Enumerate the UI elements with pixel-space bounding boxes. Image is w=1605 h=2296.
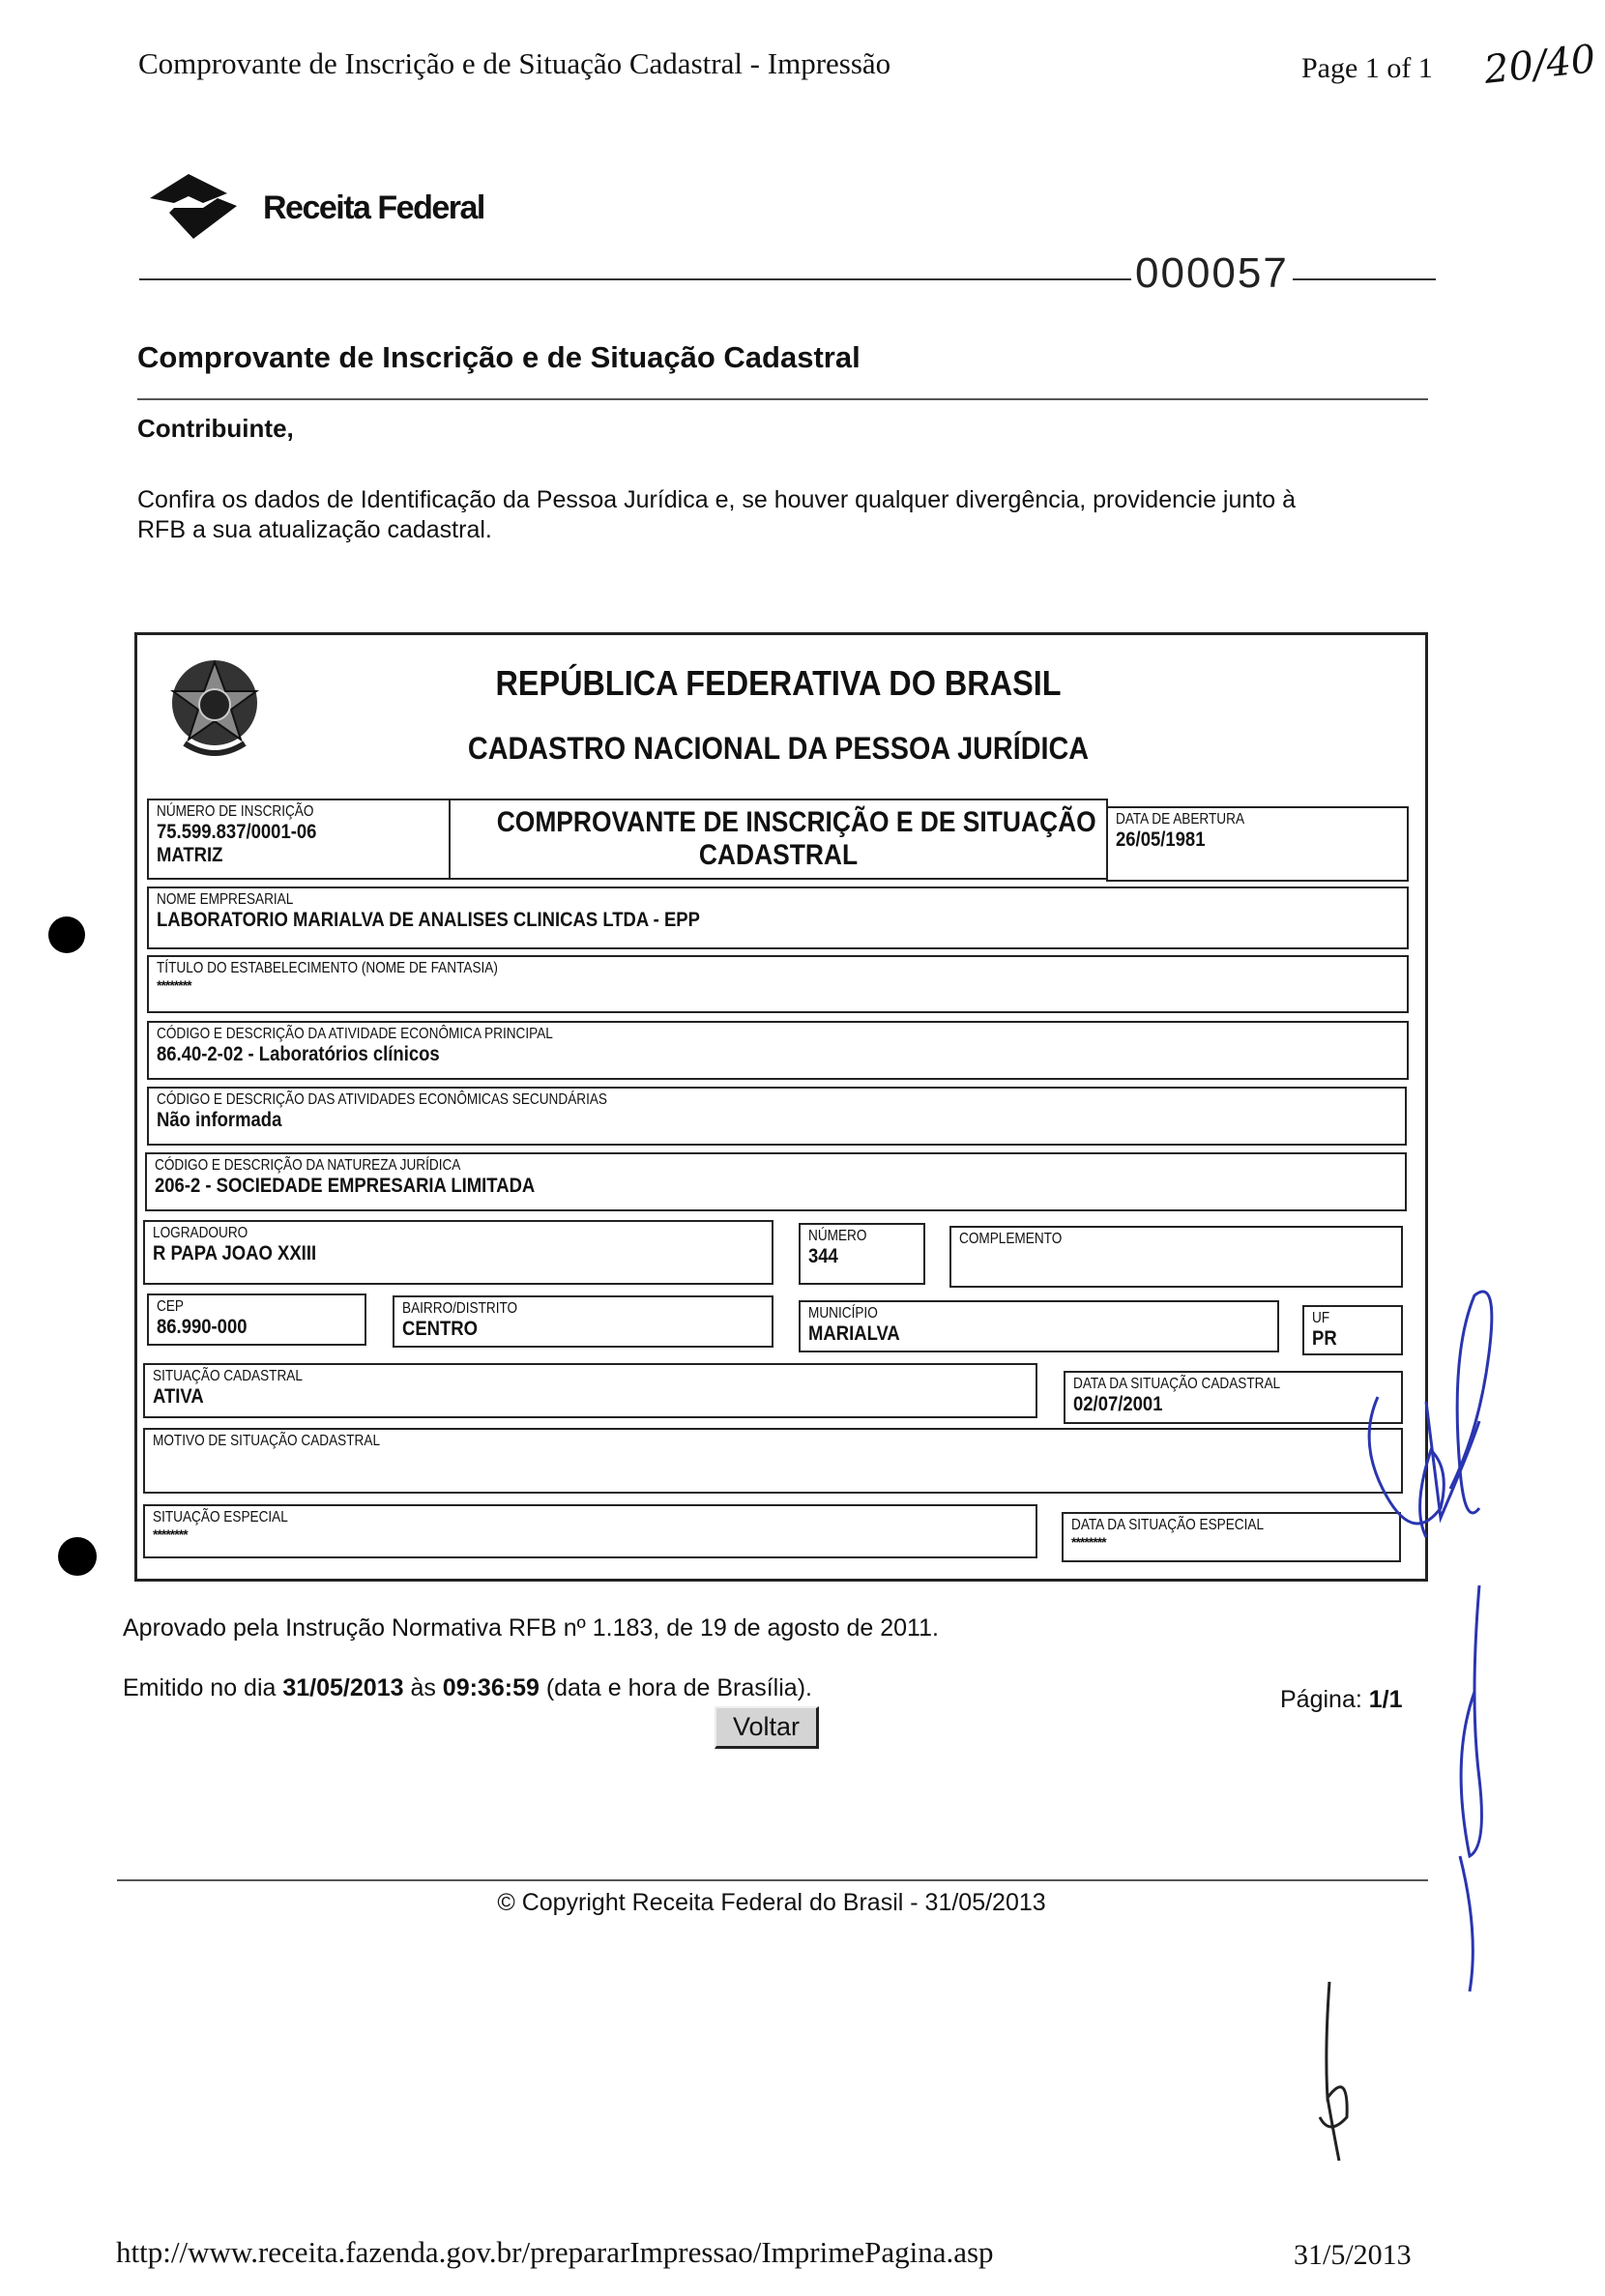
handwritten-page-count: 20/40 — [1481, 37, 1598, 93]
field-label: MOTIVO DE SITUAÇÃO CADASTRAL — [153, 1433, 381, 1449]
field-logradouro — [143, 1220, 773, 1285]
field-label: UF — [1312, 1310, 1330, 1326]
field-value: 75.599.837/0001-06 — [157, 821, 317, 843]
field-label: DATA DA SITUAÇÃO ESPECIAL — [1071, 1517, 1265, 1533]
issued-date: 31/05/2013 — [282, 1674, 404, 1701]
page-heading: Comprovante de Inscrição e de Situação Cadastral — [137, 340, 861, 374]
field-value: ATIVA — [153, 1385, 204, 1408]
field-value: 26/05/1981 — [1116, 828, 1206, 851]
field-label: SITUAÇÃO ESPECIAL — [153, 1509, 288, 1526]
receita-logo-icon — [145, 169, 261, 247]
field-label: MUNICÍPIO — [808, 1305, 878, 1322]
print-page-number: Page 1 of 1 — [1301, 52, 1433, 84]
field-value-extra: MATRIZ — [157, 844, 223, 866]
field-value: 86.990-000 — [157, 1316, 248, 1338]
issued-suffix: (data e hora de Brasília). — [539, 1674, 812, 1701]
field-value: CENTRO — [402, 1318, 479, 1340]
field-motivo-situacao — [143, 1428, 1403, 1494]
field-label: BAIRRO/DISTRITO — [402, 1300, 518, 1317]
field-value: 206-2 - SOCIEDADE EMPRESARIA LIMITADA — [155, 1175, 536, 1197]
handwritten-signature — [1334, 1257, 1605, 2185]
field-numero-inscricao — [147, 799, 451, 880]
card-title: REPÚBLICA FEDERATIVA DO BRASIL — [495, 663, 1062, 703]
doc-title-line-2: CADASTRAL — [698, 839, 859, 871]
issued-text — [123, 1674, 812, 1702]
copyright: © Copyright Receita Federal do Brasil - 31/05/2013 — [497, 1889, 1046, 1916]
binder-hole — [58, 1537, 97, 1576]
pagination-value: 1/1 — [1368, 1686, 1403, 1713]
intro-line-1: Confira os dados de Identificação da Pessoa Jurídica e, se houver qualquer divergência, providencie junto à — [137, 486, 1296, 513]
field-atividade-principal — [147, 1021, 1409, 1080]
logo-text: Receita Federal — [263, 189, 484, 226]
field-label: TÍTULO DO ESTABELECIMENTO (NOME DE FANTASIA) — [157, 960, 498, 976]
field-label: LOGRADOURO — [153, 1225, 248, 1241]
field-municipio — [799, 1300, 1279, 1352]
field-nome-fantasia — [147, 955, 1409, 1013]
field-situacao-cadastral — [143, 1363, 1037, 1418]
field-label: CEP — [157, 1298, 184, 1315]
field-label: NÚMERO — [808, 1228, 867, 1244]
handwritten-initial — [1310, 1972, 1368, 2165]
field-cep — [147, 1293, 366, 1346]
field-value: R PAPA JOAO XXIII — [153, 1242, 317, 1264]
field-natureza-juridica — [145, 1152, 1407, 1211]
coat-of-arms-icon — [165, 654, 264, 763]
field-situacao-especial — [143, 1504, 1037, 1558]
field-label: CÓDIGO E DESCRIÇÃO DA ATIVIDADE ECONÔMICA PRINCIPAL — [157, 1026, 553, 1042]
field-bairro — [393, 1295, 773, 1348]
field-value: Não informada — [157, 1109, 282, 1131]
field-label: NOME EMPRESARIAL — [157, 891, 294, 908]
stamp-number: 000057 — [1131, 249, 1293, 298]
field-label: DATA DE ABERTURA — [1116, 811, 1245, 828]
print-footer-date: 31/5/2013 — [1294, 2239, 1412, 2271]
issued-mid: às — [403, 1674, 443, 1701]
field-label: DATA DA SITUAÇÃO CADASTRAL — [1073, 1376, 1281, 1392]
field-value: LABORATORIO MARIALVA DE ANALISES CLINICAS LTDA - EPP — [157, 909, 700, 931]
intro-line-2: RFB a sua atualização cadastral. — [137, 516, 492, 543]
field-numero — [799, 1223, 925, 1285]
doc-title-box — [449, 799, 1108, 880]
voltar-button[interactable]: Voltar — [715, 1706, 819, 1749]
field-value: PR — [1312, 1327, 1337, 1350]
receita-federal-logo — [145, 169, 261, 251]
field-label: SITUAÇÃO CADASTRAL — [153, 1368, 303, 1384]
doc-title-line-1: COMPROVANTE DE INSCRIÇÃO E DE SITUAÇÃO — [496, 806, 1096, 838]
field-data-abertura — [1106, 806, 1409, 882]
field-value: ******** — [1071, 1534, 1106, 1550]
issued-time: 09:36:59 — [442, 1674, 540, 1701]
field-atividades-secundarias — [147, 1087, 1407, 1146]
field-value: 344 — [808, 1245, 838, 1267]
pagination-label: Página: — [1280, 1686, 1369, 1713]
field-value: 02/07/2001 — [1073, 1393, 1163, 1415]
binder-hole — [48, 916, 85, 953]
brazil-coat-of-arms — [165, 654, 264, 768]
field-value: MARIALVA — [808, 1322, 900, 1345]
approval-text: Aprovado pela Instrução Normativa RFB nº 1.183, de 19 de agosto de 2011. — [123, 1614, 939, 1642]
field-label: CÓDIGO E DESCRIÇÃO DA NATUREZA JURÍDICA — [155, 1157, 461, 1174]
field-value: ******** — [153, 1526, 188, 1542]
divider — [137, 398, 1428, 400]
field-label: CÓDIGO E DESCRIÇÃO DAS ATIVIDADES ECONÔMICAS SECUNDÁRIAS — [157, 1091, 608, 1108]
card-subtitle: CADASTRO NACIONAL DA PESSOA JURÍDICA — [467, 731, 1090, 766]
field-label: COMPLEMENTO — [959, 1231, 1063, 1247]
field-value: 86.40-2-02 - Laboratórios clínicos — [157, 1043, 440, 1065]
field-label: NÚMERO DE INSCRIÇÃO — [157, 803, 314, 820]
field-nome-empresarial — [147, 886, 1409, 949]
divider — [117, 1879, 1428, 1881]
field-value: ******** — [157, 977, 191, 993]
print-header-title: Comprovante de Inscrição e de Situação Cadastral - Impressão — [138, 46, 891, 80]
print-footer-url: http://www.receita.fazenda.gov.br/prepararImpressao/ImprimePagina.asp — [116, 2235, 994, 2269]
greeting: Contribuinte, — [137, 414, 294, 443]
issued-prefix: Emitido no dia — [123, 1674, 283, 1701]
